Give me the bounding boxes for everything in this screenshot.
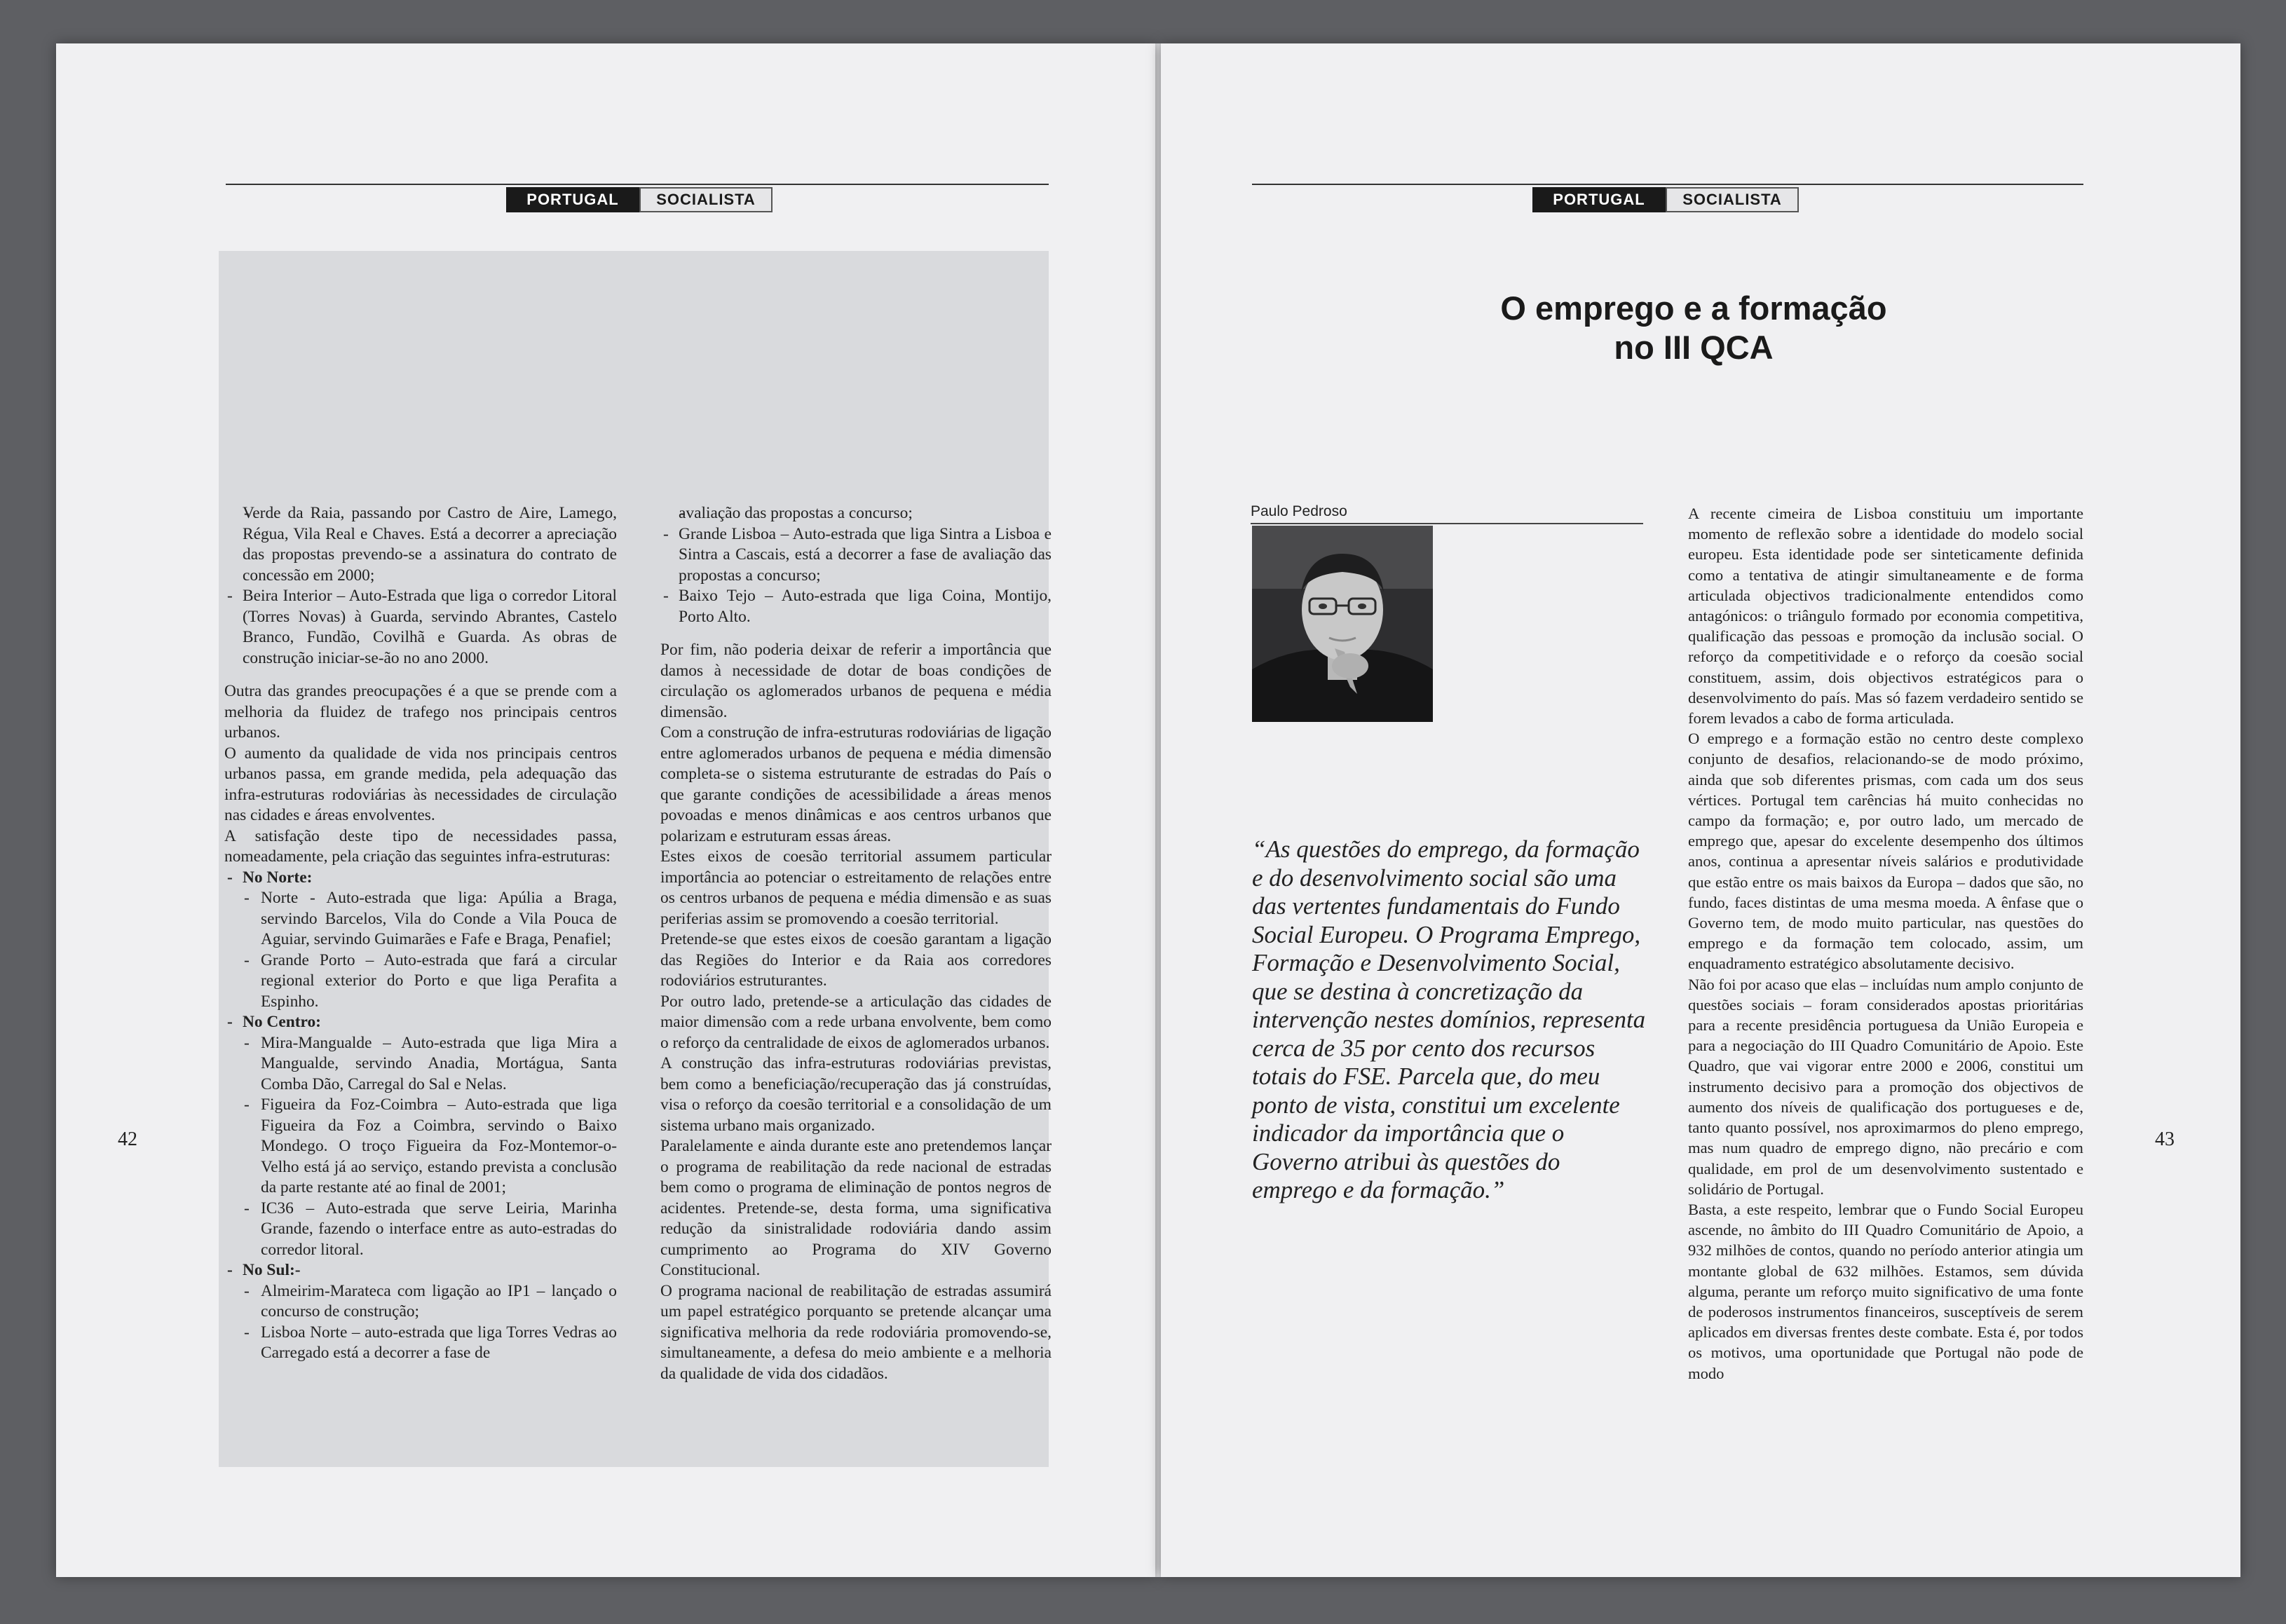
author-photo: [1252, 526, 1433, 722]
list-item-baixo-tejo: - Baixo Tejo – Auto-estrada que liga Coina, Montijo, Porto Alto.: [660, 586, 1052, 627]
masthead-socialista: SOCIALISTA: [639, 187, 773, 212]
paragraph: Por fim, não poderia deixar de referir a importância que damos à necessidade de dotar de boas condições de circulação os aglomerados urbanos de pequena e média dimensão.: [660, 641, 1052, 721]
masthead-portugal: PORTUGAL: [506, 187, 639, 212]
masthead-socialista: SOCIALISTA: [1666, 187, 1799, 212]
author-rule: [1251, 523, 1643, 524]
paragraph: Não foi por acaso que elas – incluídas num amplo conjunto de questões sociais – foram considerados apostas prioritárias para a recente presidência portuguesa da União Europeia e para a negociação do III Quadro Comunitário de Apoio. Este Quadro, que vai vigorar entre 2000 e 2006, constitui um instrumento decisivo para a promoção dos objectivos de aumento dos níveis de qualificação dos portugueses e de, tanto quanto possível, nos aproximarmos do pleno emprego, mas num quadro de emprego digno, não precário e com qualidade, em prol de um desenvolvimento sustentado e solidário de Portugal.: [1688, 975, 2083, 1198]
list-item-grande-lisboa: - Grande Lisboa – Auto-estrada que liga Sintra a Lisboa e Sintra a Cascais, está a decorrer a fase de avaliação das propostas a concurso;: [660, 524, 1052, 587]
title-line-1: O emprego e a formação: [1500, 289, 1887, 327]
list-item: - Almeirim-Marateca com ligação ao IP1 – lançado o concurso de construção;: [224, 1281, 617, 1323]
list-item: - Mira-Mangualde – Auto-estrada que liga Mira a Mangualde, servindo Anadia, Mortágua, Santa Comba Dão, Carregal do Sal e Nelas.: [224, 1033, 617, 1096]
page-number: 43: [2155, 1128, 2175, 1150]
paragraph: Estes eixos de coesão territorial assumem particular importância ao potenciar o estreitamento de relações entre os centros urbanos de pequena e média dimensão e as suas periferias assim se promovendo a coesão territorial.: [660, 847, 1052, 928]
left-column-2: [660, 503, 1052, 1384]
article-title: [1371, 289, 2016, 367]
paragraph: Por outro lado, pretende-se a articulação das cidades de maior dimensão com a rede urbana envolvente, bem como o reforço da centralidade de eixos de aglomerados urbanos.: [660, 992, 1052, 1052]
paragraph: A satisfação deste tipo de necessidades passa, nomeadamente, pela criação das seguintes infra-estruturas:: [224, 826, 617, 866]
masthead: [1532, 187, 1799, 212]
list-item-intro: - Verde da Raia, passando por Castro de Aire, Lamego, Régua, Vila Real e Chaves. Está a decorrer a apreciação das propostas prevendo-se a assinatura do contrato de concessão em 2000;: [224, 503, 617, 586]
list-item: - Norte - Auto-estrada que liga: Apúlia a Braga, servindo Barcelos, Vila do Conde a Vila Pouca de Aguiar, servindo Guimarães e Fafe e Braga, Penafiel;: [224, 888, 617, 950]
paragraph: O aumento da qualidade de vida nos principais centros urbanos passa, em grande medida, pela adequação das infra-estruturas rodoviárias às necessidades de circulação nas cidades e áreas envolventes.: [224, 744, 617, 824]
paragraph: Com a construção de infra-estruturas rodoviárias de ligação entre aglomerados urbanos de pequena e média dimensão completa-se o sistema estruturante de estradas do País o que garante condições de acessibilidade a áreas menos povoadas e menos dinâmicas e aos centros urbanos que polarizam e estruturam essas áreas.: [660, 723, 1052, 845]
region-label-centro: - No Centro:: [224, 1012, 617, 1033]
paragraph: O emprego e a formação estão no centro deste complexo conjunto de desafios, relacionando-se de modo próximo, ainda que sob diferentes prismas, com cada um dos seus vértices. Portugal tem carências há muito conhecidas no campo da formação; e, por outro lado, um mercado de emprego que, apesar do excelente desempenho dos últimos anos, continua a apresentar níveis salários e produtividade que estão entre os mais baixos da Europa – dados que são, no fundo, faces distintas de uma mesma moeda. A ênfase que o Governo tem, de modo muito particular, nas questões do emprego e da formação tem colocado, assim, um enquadramento estratégico absolutamente decisivo.: [1688, 730, 2083, 973]
paragraph: Outra das grandes preocupações é a que se prende com a melhoria da fluidez de trafego nos principais centros urbanos.: [224, 682, 617, 742]
list-item: - IC36 – Auto-estrada que serve Leiria, Marinha Grande, fazendo o interface entre as auto-estradas do corredor litoral.: [224, 1199, 617, 1261]
region-label-norte: - No Norte:: [224, 868, 617, 889]
left-page: [56, 43, 1155, 1577]
paragraph: A recente cimeira de Lisboa constituiu um importante momento de reflexão sobre a identidade do modelo social europeu. Esta identidade pode ser sinteticamente definida como a tentativa de atingir simultaneamente e de forma articulada objectivos tradicionalmente entendidos como antagónicos: o triângulo formado por economia competitiva, qualificação das pessoas e promoção da inclusão social. O reforço da competitividade e o reforço da coesão social constituem, assim, dois objectivos estratégicos para o desenvolvimento do país. Mas só fazem verdadeiro sentido se forem levados a cabo de forma articulada.: [1688, 505, 2083, 728]
author-name: Paulo Pedroso: [1251, 503, 1347, 519]
region-label-sul: - No Sul:-: [224, 1260, 617, 1281]
list-item-beira: - Beira Interior – Auto-Estrada que liga o corredor Litoral (Torres Novas) à Guarda, servindo Abrantes, Castelo Branco, Fundão, Covilhã e Guarda. As obras de construção iniciar-se-ão no ano 2000.: [224, 586, 617, 669]
list-item: - Figueira da Foz-Coimbra – Auto-estrada que liga Figueira da Foz a Coimbra, servindo o Baixo Mondego. O troço Figueira da Foz-Montemor-o-Velho está já ao serviço, estando prevista a conclusão da parte restante até ao final de 2001;: [224, 1095, 617, 1199]
masthead-portugal: PORTUGAL: [1532, 187, 1666, 212]
list-item-continuation: - avaliação das propostas a concurso;: [660, 503, 1052, 524]
paragraph: A construção das infra-estruturas rodoviárias previstas, bem como a beneficiação/recuperação das já construídas, visa o reforço da coesão territorial e a consolidação de um sistema urbano mais organizado.: [660, 1054, 1052, 1135]
paragraph: Pretende-se que estes eixos de coesão garantam a ligação das Regiões do Interior e da Raia aos corredores rodoviários estruturantes.: [660, 930, 1052, 990]
paragraph: Basta, a este respeito, lembrar que o Fundo Social Europeu ascende, no âmbito do III Quadro Comunitário de Apoio, a 932 milhões de contos, quando no período anterior atingia um montante global de 632 milhões. Estamos, sem dúvida alguma, perante um reforço muito significativo de uma fonte de poderosos instrumentos financeiros, susceptíveis de serem aplicados em diversas frentes deste combate. Esta é, por todos os motivos, uma oportunidade que Portugal não pode de modo: [1688, 1200, 2083, 1382]
pull-quote: “As questões do emprego, da formação e do desenvolvimento social são uma das vertentes fundamentais do Fundo Social Europeu. O Programa Emprego, Formação e Desenvolvimento Social, que se destina à concretização da intervenção nestes domínios, representa cerca de 35 por cento dos recursos totais do FSE. Parcela que, do meu ponto de vista, constitui um excelente indicador da importância que o Governo atribui às questões do emprego e da formação.”: [1252, 835, 1646, 1203]
header-rule: [1252, 184, 2083, 185]
right-column: [1688, 503, 2083, 1384]
left-column-1: [224, 503, 617, 1364]
right-page: [1161, 43, 2240, 1577]
list-item: - Lisboa Norte – auto-estrada que liga Torres Vedras ao Carregado está a decorrer a fase de: [224, 1323, 617, 1364]
paragraph: O programa nacional de reabilitação de estradas assumirá um papel estratégico porquanto se pretende alcançar uma significativa melhoria da rede rodoviária promovendo-se, simultaneamente, a defesa do meio ambiente e a melhoria da qualidade de vida dos cidadãos.: [660, 1281, 1052, 1383]
list-item: - Grande Porto – Auto-estrada que fará a circular regional exterior do Porto e que liga Perafita a Espinho.: [224, 950, 617, 1013]
masthead: [506, 187, 773, 212]
paragraph: Paralelamente e ainda durante este ano pretendemos lançar o programa de reabilitação da rede nacional de estradas bem como o programa de eliminação de pontos negros de acidentes. Pretende-se, desta forma, uma significativa redução da sinistralidade rodoviária dando assim cumprimento ao Programa do XIV Governo Constitucional.: [660, 1137, 1052, 1279]
title-line-2: no III QCA: [1614, 329, 1774, 366]
page-number: 42: [118, 1128, 137, 1150]
portrait-image: [1252, 526, 1433, 722]
header-rule: [226, 184, 1049, 185]
